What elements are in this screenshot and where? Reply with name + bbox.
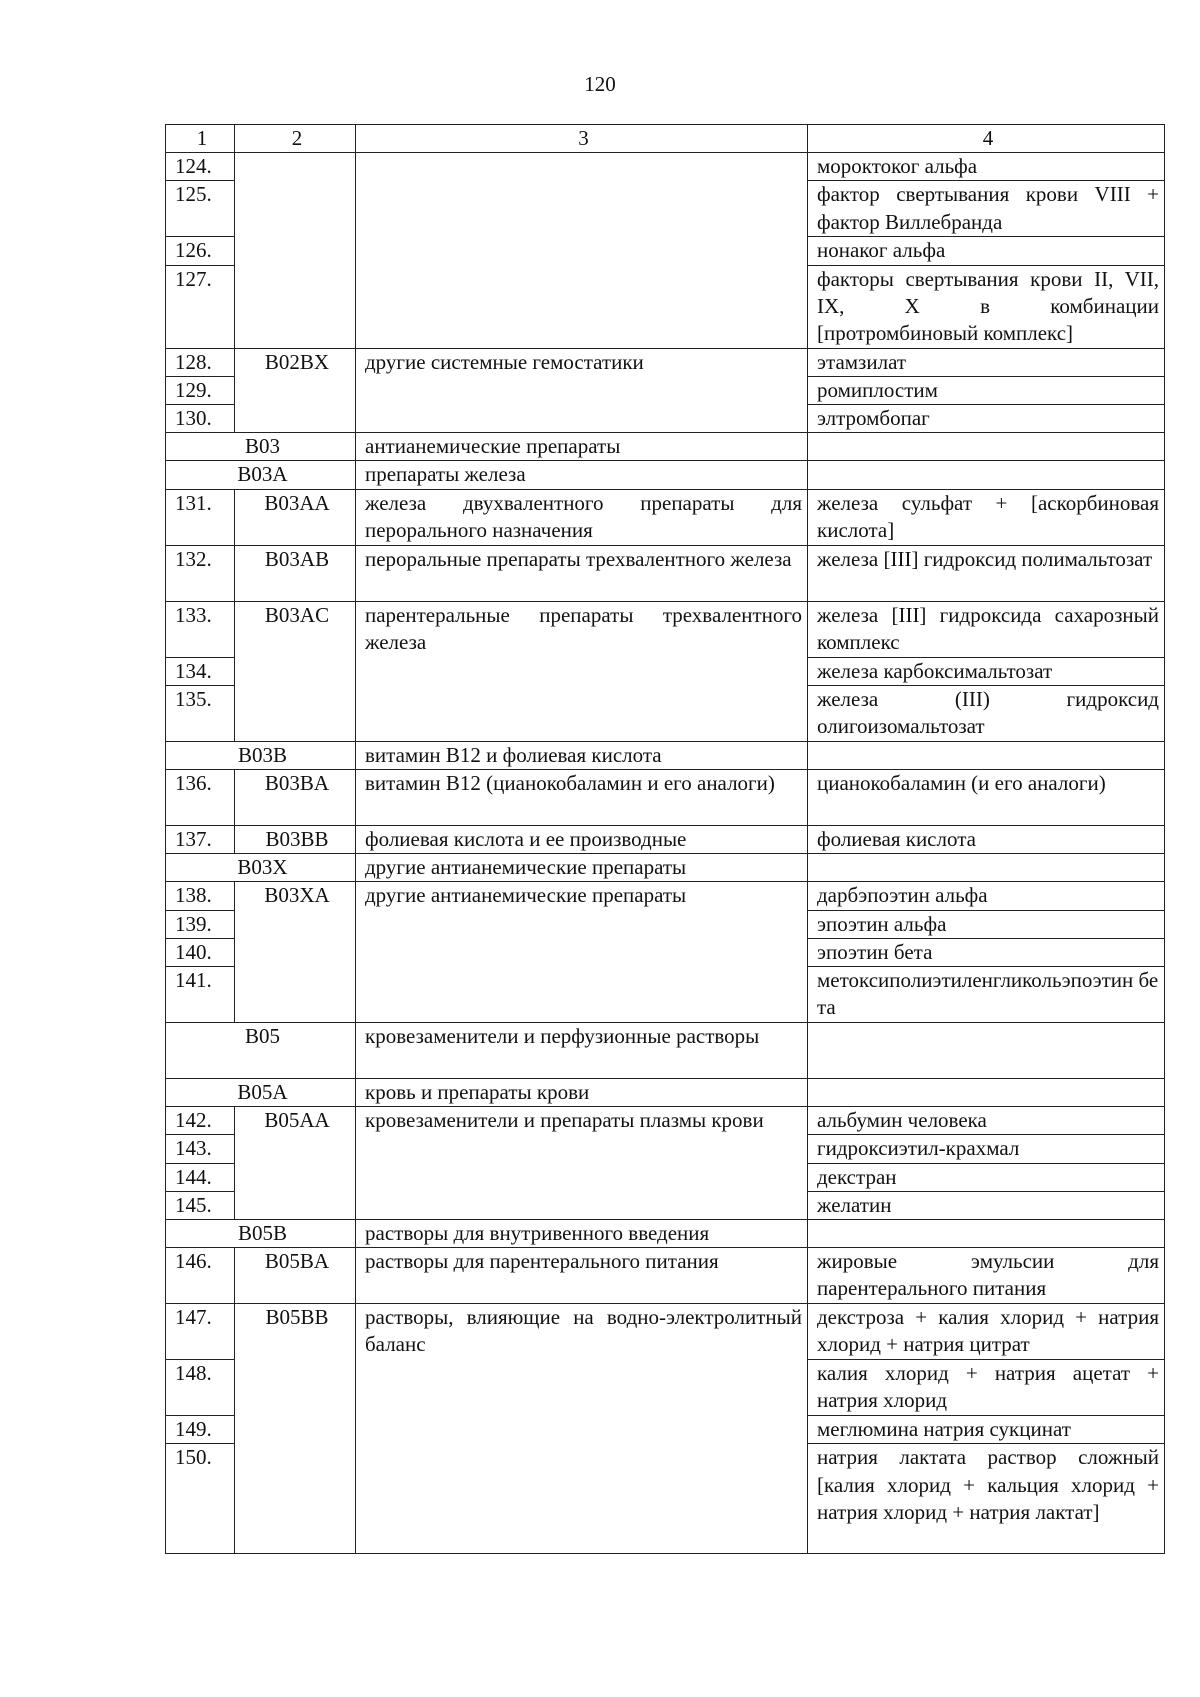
- table-row: [166, 826, 1165, 854]
- group-name: другие антианемические препараты: [356, 854, 808, 882]
- group-name: кровезаменители и перфузионные растворы: [356, 1023, 808, 1079]
- atc-code: B03BB: [235, 826, 356, 854]
- drug-name: декстран: [808, 1163, 1165, 1191]
- row-number: 147.: [166, 1304, 235, 1360]
- atc-code: B05: [166, 1023, 356, 1079]
- drug-name-empty: [808, 741, 1165, 769]
- table-row: [166, 153, 1165, 181]
- drug-name: метоксиполиэтиленгликольэпоэтин бета: [808, 967, 1165, 1023]
- drug-name: мороктоког альфа: [808, 153, 1165, 181]
- row-number: 128.: [166, 348, 235, 376]
- row-number: 131.: [166, 489, 235, 545]
- group-name: парентеральные препараты трехвалентного железа: [356, 601, 808, 741]
- row-number: 145.: [166, 1191, 235, 1219]
- row-number: 126.: [166, 237, 235, 265]
- atc-code: B05BA: [235, 1248, 356, 1304]
- drug-name: фолиевая кислота: [808, 826, 1165, 854]
- drug-name-empty: [808, 1023, 1165, 1079]
- drug-name-empty: [808, 461, 1165, 489]
- group-row: [166, 433, 1165, 461]
- drug-name: элтромбопаг: [808, 405, 1165, 433]
- table-row: [166, 1248, 1165, 1304]
- group-name: кровь и препараты крови: [356, 1079, 808, 1107]
- table-row: [166, 348, 1165, 376]
- drug-name: нонаког альфа: [808, 237, 1165, 265]
- atc-code: B03AA: [235, 489, 356, 545]
- drug-name-empty: [808, 433, 1165, 461]
- row-number: 125.: [166, 181, 235, 237]
- table-header-row: [166, 125, 1165, 153]
- atc-code: B03B: [166, 741, 356, 769]
- group-name: витамин B12 и фолиевая кислота: [356, 741, 808, 769]
- drug-name: ромиплостим: [808, 376, 1165, 404]
- drug-name: фактор свертывания крови VIII + фактор Виллебранда: [808, 181, 1165, 237]
- table-row: [166, 1304, 1165, 1360]
- group-row: [166, 1079, 1165, 1107]
- group-name: другие системные гемостатики: [356, 348, 808, 433]
- table-row: [166, 770, 1165, 826]
- group-name: кровезаменители и препараты плазмы крови: [356, 1107, 808, 1220]
- atc-code: B02BX: [235, 348, 356, 433]
- drug-name: цианокобаламин (и его аналоги): [808, 770, 1165, 826]
- drug-name: калия хлорид + натрия ацетат + натрия хлорид: [808, 1360, 1165, 1416]
- row-number: 136.: [166, 770, 235, 826]
- row-number: 144.: [166, 1163, 235, 1191]
- group-name: растворы для внутривенного введения: [356, 1220, 808, 1248]
- group-name: фолиевая кислота и ее производные: [356, 826, 808, 854]
- drug-name: железа [III] гидроксида сахарозный комплекс: [808, 601, 1165, 657]
- row-number: 143.: [166, 1135, 235, 1163]
- drug-name: железа (III) гидроксид олигоизомальтозат: [808, 685, 1165, 741]
- drug-name: желатин: [808, 1191, 1165, 1219]
- row-number: 132.: [166, 545, 235, 601]
- table-row: [166, 601, 1165, 657]
- group-name: растворы, влияющие на водно-электролитный баланс: [356, 1304, 808, 1554]
- drug-name: декстроза + калия хлорид + натрия хлорид + натрия цитрат: [808, 1304, 1165, 1360]
- group-row: [166, 854, 1165, 882]
- group-name: витамин B12 (цианокобаламин и его аналоги): [356, 770, 808, 826]
- table-row: [166, 1107, 1165, 1135]
- drug-name: факторы свертывания крови II, VII, IX, X в комбинации [протромбиновый комплекс]: [808, 265, 1165, 348]
- column-header: 1: [166, 125, 235, 153]
- drug-name-empty: [808, 1220, 1165, 1248]
- group-name: пероральные препараты трехвалентного железа: [356, 545, 808, 601]
- table-row: [166, 489, 1165, 545]
- row-number: 124.: [166, 153, 235, 181]
- group-row: [166, 461, 1165, 489]
- drug-name: железа [III] гидроксид полимальтозат: [808, 545, 1165, 601]
- row-number: 149.: [166, 1416, 235, 1444]
- drug-name: железа сульфат + [аскорбиновая кислота]: [808, 489, 1165, 545]
- atc-code: B05B: [166, 1220, 356, 1248]
- column-header: 3: [356, 125, 808, 153]
- row-number: 141.: [166, 967, 235, 1023]
- row-number: 139.: [166, 910, 235, 938]
- atc-code: B05A: [166, 1079, 356, 1107]
- row-number: 146.: [166, 1248, 235, 1304]
- group-name: железа двухвалентного препараты для перорального назначения: [356, 489, 808, 545]
- group-name-cell: [356, 153, 808, 348]
- drug-name-empty: [808, 854, 1165, 882]
- atc-code: B03AC: [235, 601, 356, 741]
- row-number: 137.: [166, 826, 235, 854]
- column-header: 2: [235, 125, 356, 153]
- row-number: 138.: [166, 882, 235, 910]
- drug-name: эпоэтин альфа: [808, 910, 1165, 938]
- atc-code: B03AB: [235, 545, 356, 601]
- group-name: антианемические препараты: [356, 433, 808, 461]
- atc-code: B03X: [166, 854, 356, 882]
- group-row: [166, 1220, 1165, 1248]
- drug-name: натрия лактата раствор сложный [калия хлорид + кальция хлорид + натрия хлорид + натрия лактат]: [808, 1444, 1165, 1554]
- atc-code: B03BA: [235, 770, 356, 826]
- atc-code-cell: [235, 153, 356, 348]
- table-row: [166, 882, 1165, 910]
- drug-classification-table: [165, 124, 1165, 1554]
- page-number: 120: [584, 72, 616, 96]
- row-number: 134.: [166, 657, 235, 685]
- atc-code: B05BB: [235, 1304, 356, 1554]
- group-name: растворы для парентерального питания: [356, 1248, 808, 1304]
- row-number: 142.: [166, 1107, 235, 1135]
- table-row: [166, 545, 1165, 601]
- atc-code: B03: [166, 433, 356, 461]
- row-number: 135.: [166, 685, 235, 741]
- row-number: 140.: [166, 938, 235, 966]
- drug-name: гидроксиэтил-крахмал: [808, 1135, 1165, 1163]
- group-name: другие антианемические препараты: [356, 882, 808, 1023]
- drug-name-empty: [808, 1079, 1165, 1107]
- group-row: [166, 1023, 1165, 1079]
- group-row: [166, 741, 1165, 769]
- row-number: 129.: [166, 376, 235, 404]
- atc-code: B03XA: [235, 882, 356, 1023]
- column-header: 4: [808, 125, 1165, 153]
- row-number: 130.: [166, 405, 235, 433]
- drug-name: альбумин человека: [808, 1107, 1165, 1135]
- row-number: 150.: [166, 1444, 235, 1554]
- drug-name: железа карбоксимальтозат: [808, 657, 1165, 685]
- drug-name: эпоэтин бета: [808, 938, 1165, 966]
- atc-code: B05AA: [235, 1107, 356, 1220]
- row-number: 127.: [166, 265, 235, 348]
- drug-name: этамзилат: [808, 348, 1165, 376]
- drug-name: меглюмина натрия сукцинат: [808, 1416, 1165, 1444]
- row-number: 148.: [166, 1360, 235, 1416]
- drug-name: жировые эмульсии для парентерального питания: [808, 1248, 1165, 1304]
- row-number: 133.: [166, 601, 235, 657]
- group-name: препараты железа: [356, 461, 808, 489]
- drug-name: дарбэпоэтин альфа: [808, 882, 1165, 910]
- atc-code: B03A: [166, 461, 356, 489]
